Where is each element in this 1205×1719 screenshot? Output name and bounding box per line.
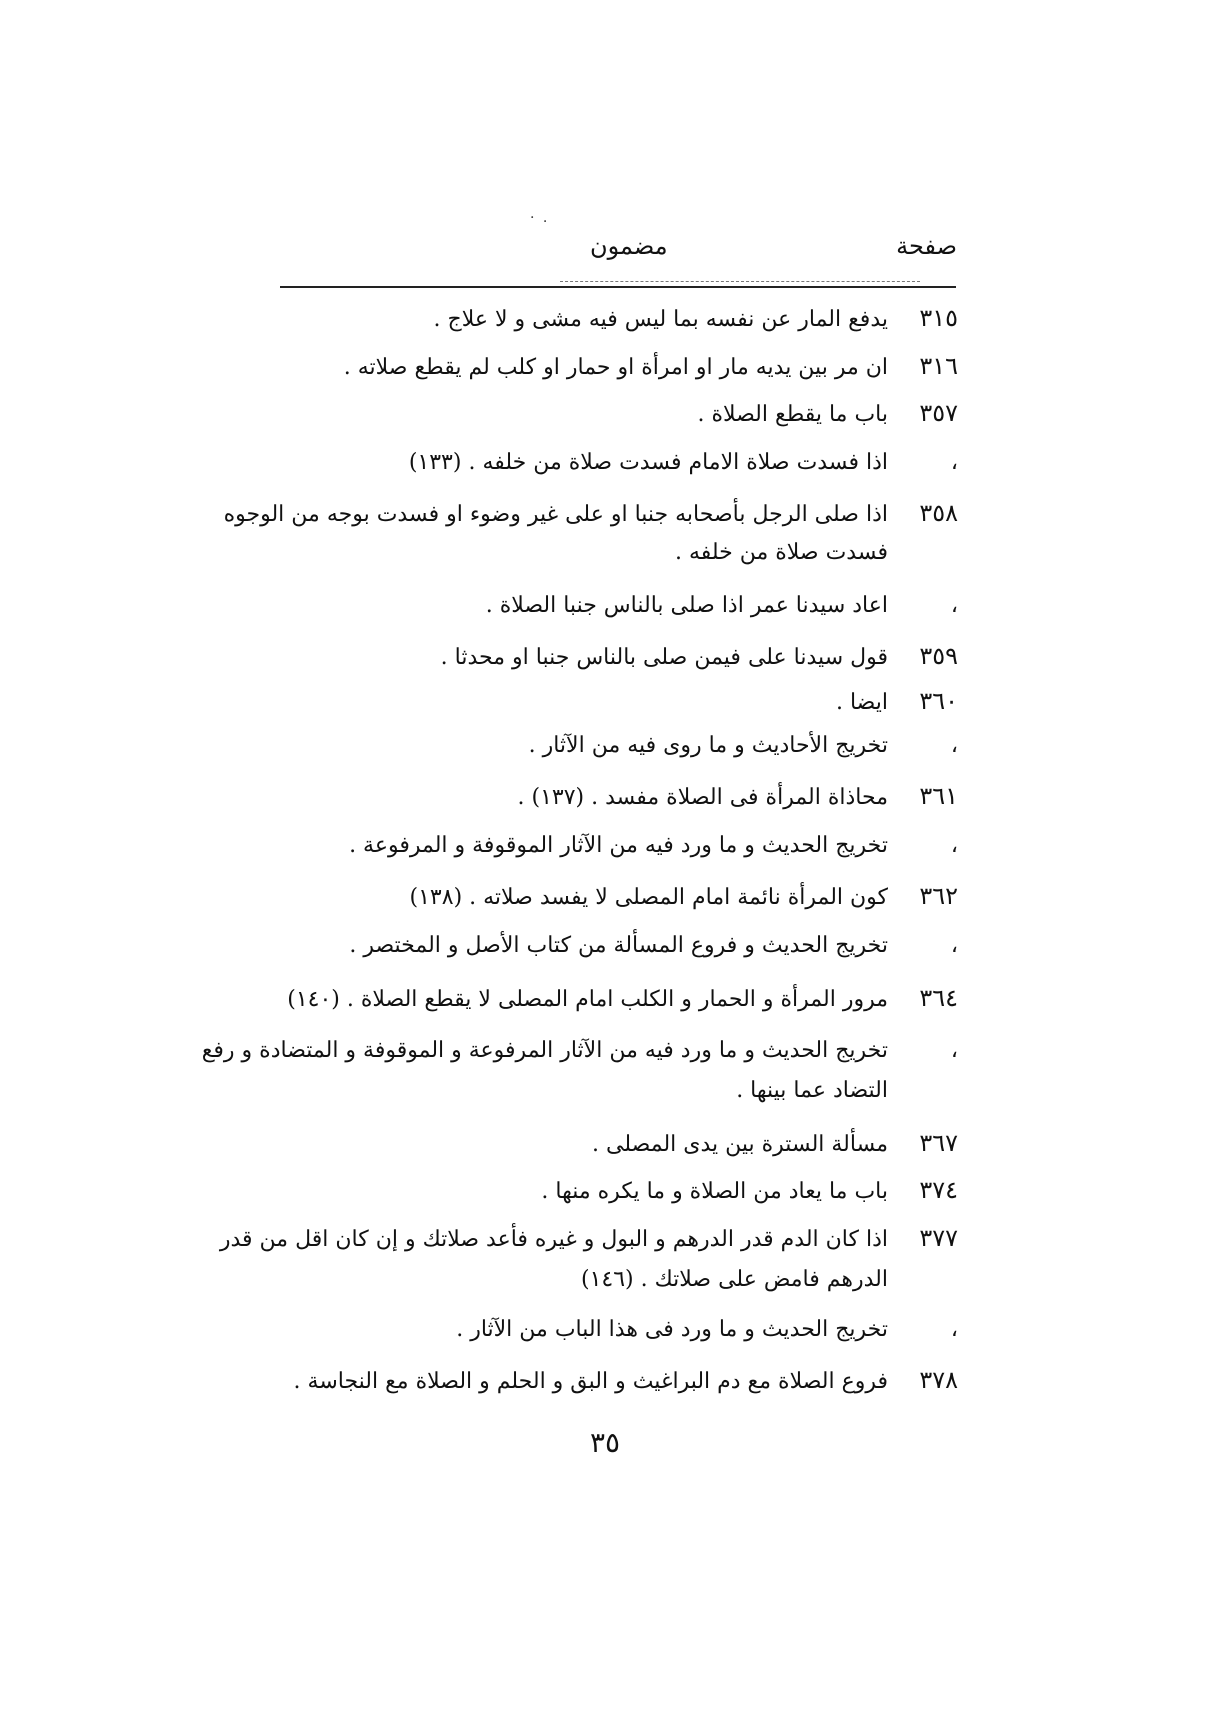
entry-text: مسألة السترة بين يدى المصلى . [592,1132,888,1157]
list-item [518,778,959,816]
entry-text: مرور المرأة و الحمار و الكلب امام المصلى لا يقطع الصلاة . (١٤٠) [287,987,888,1012]
entry-text: اذا فسدت صلاة الامام فسدت صلاة من خلفه . (١٣٣) [408,450,888,475]
list-item [294,1362,958,1400]
page-number: ٣٦١ [919,782,958,810]
entry-text: تخريج الحديث و فروع المسألة من كتاب الأصل و المختصر . [349,933,888,958]
list-item [697,395,958,433]
list-item [410,878,958,916]
ditto-mark: ، [950,1038,958,1063]
entry-text: اذا صلى الرجل بأصحابه جنبا او على غير وضوء او فسدت بوجه من الوجوه [223,502,888,527]
entry-continuation: التضاد عما بينها . [736,1078,888,1103]
list-item [344,348,958,386]
page-number: ٣٥٨ [919,499,958,527]
list-item [224,495,958,533]
list-item [486,588,958,624]
entry-text: كون المرأة نائمة امام المصلى لا يفسد صلاته . (١٣٨) [409,885,888,910]
ditto-mark: ، [950,593,958,618]
ditto-mark: ، [950,933,958,958]
page-number: ٣٥٧ [919,399,958,427]
page-number: ٣٦٠ [919,687,958,715]
ditto-mark: ، [950,450,958,475]
ditto-mark: ، [950,733,958,758]
list-item [541,1172,958,1210]
subject-column-heading: مضمون [590,232,668,260]
page-number: ٣٧٤ [919,1176,958,1204]
ditto-mark: ، [950,833,958,858]
list-item [409,445,958,481]
ditto-mark: ، [950,1317,958,1342]
entry-text: يدفع المار عن نفسه بما ليس فيه مشى و لا علاج . [433,307,888,332]
entry-text: تخريج الحديث و ما ورد فيه من الآثار الموقوفة و المرفوعة . [349,833,888,858]
entry-continuation: الدرهم فامض على صلاتك . (١٤٦) [581,1267,888,1292]
header-dots: · . [530,210,550,226]
page-number: ٣٧٧ [919,1224,958,1252]
list-item [220,1220,958,1258]
entry-text: فروع الصلاة مع دم البراغيث و البق و الحلم و الصلاة مع النجاسة . [293,1369,888,1394]
folio-number: ٣٥ [590,1426,621,1459]
entry-text: ان مر بين يديه مار او امرأة او حمار او كلب لم يقطع صلاته . [343,355,888,380]
page-number: ٣٦٢ [919,882,958,910]
page-number: ٣٦٧ [919,1129,958,1157]
page-number: ٣٥٩ [919,642,958,670]
entry-text: باب ما يعاد من الصلاة و ما يكره منها . [541,1179,888,1204]
entry-text: محاذاة المرأة فى الصلاة مفسد . (١٣٧) . [517,785,888,810]
list-item [434,300,958,338]
entry-text: تخريج الحديث و ما ورد فى هذا الباب من الآثار . [456,1317,888,1342]
list-item [349,828,958,864]
entry-text: باب ما يقطع الصلاة . [697,402,888,427]
entry-text: اعاد سيدنا عمر اذا صلى بالناس جنبا الصلاة . [485,593,888,618]
list-item [456,1312,958,1348]
entry-text: تخريج الأحاديث و ما روى فيه من الآثار . [528,733,888,758]
list-item [836,683,958,721]
page-number: ٣١٥ [919,304,958,332]
page-number: ٣٧٨ [919,1366,958,1394]
list-item [349,928,958,964]
list-item [592,1125,958,1163]
list-item [441,638,958,676]
page-column-heading: صفحة [896,232,957,260]
entry-text: اذا كان الدم قدر الدرهم و البول و غيره فأعد صلاتك و إن كان اقل من قدر [219,1227,888,1252]
list-item [287,980,958,1018]
list-item [202,1033,958,1069]
list-item [529,728,958,764]
page-number: ٣٦٤ [919,984,958,1012]
entry-text: قول سيدنا على فيمن صلى بالناس جنبا او محدثا . [440,645,888,670]
contents-list [201,0,958,1719]
page-number: ٣١٦ [919,352,958,380]
entry-continuation: فسدت صلاة من خلفه . [674,540,888,565]
entry-text: ايضا . [835,690,888,715]
entry-text: تخريج الحديث و ما ورد فيه من الآثار المرفوعة و الموقوفة و المتضادة و رفع [201,1038,888,1063]
